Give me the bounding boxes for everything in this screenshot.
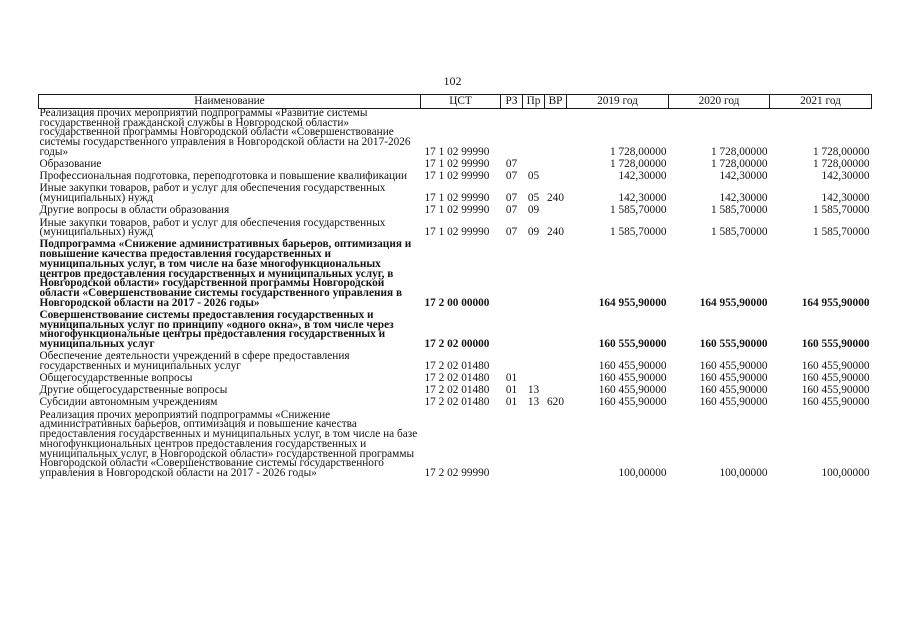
cell-2019: 142,30000 bbox=[618, 192, 667, 205]
table-row bbox=[39, 311, 872, 352]
cell-2020: 160 455,90000 bbox=[699, 384, 768, 397]
cell-cst: 17 1 02 99990 bbox=[424, 204, 490, 217]
cell-2019: 164 955,90000 bbox=[598, 296, 667, 309]
cell-vr bbox=[545, 352, 567, 374]
cell-2020: 1 585,70000 bbox=[711, 204, 768, 217]
cell-cst: 17 2 02 00000 bbox=[424, 337, 490, 350]
cell-pr: 05 bbox=[527, 170, 540, 183]
cell-rz: 07 bbox=[505, 204, 518, 217]
cell-vr: 240 bbox=[547, 192, 564, 205]
header-2020: 2020 год bbox=[669, 95, 770, 109]
cell-2019: 1 585,70000 bbox=[610, 204, 667, 217]
cell-vr bbox=[545, 311, 567, 352]
cell-pr: 09 bbox=[527, 226, 540, 239]
cell-cst: 17 2 02 01480 bbox=[424, 372, 490, 385]
header-name: Наименование bbox=[39, 95, 421, 109]
cell-2020: 142,30000 bbox=[719, 170, 768, 183]
cell-2020: 160 455,90000 bbox=[699, 359, 768, 372]
cell-2019: 1 728,00000 bbox=[610, 145, 667, 158]
header-vr: ВР bbox=[545, 95, 567, 109]
cell-name: Совершенствование системы предоставления государственных и муниципальных услуг по принципу «одного окна», в том числе через многофункциональные центры предоставления государственных и муниципальных услуг bbox=[39, 308, 394, 350]
cell-rz bbox=[501, 311, 523, 352]
cell-2019: 160 455,90000 bbox=[598, 372, 667, 385]
cell-name: Иные закупки товаров, работ и услуг для обеспечения государственных (муниципальных) нужд bbox=[39, 216, 386, 239]
cell-2019: 142,30000 bbox=[618, 170, 667, 183]
header-cst: ЦСТ bbox=[421, 95, 501, 109]
cell-2020: 100,00000 bbox=[719, 466, 768, 479]
cell-rz: 01 bbox=[505, 396, 518, 409]
cell-2020: 142,30000 bbox=[719, 192, 768, 205]
cell-name: Образование bbox=[39, 158, 102, 171]
cell-rz bbox=[501, 352, 523, 374]
cell-vr: 620 bbox=[547, 396, 564, 409]
table-row bbox=[39, 411, 872, 481]
cell-vr bbox=[545, 411, 567, 481]
cell-name: Субсидии автономным учреждениям bbox=[39, 396, 218, 409]
page-number: 102 bbox=[443, 74, 462, 88]
cell-cst: 17 1 02 99990 bbox=[424, 226, 490, 239]
cell-vr bbox=[545, 109, 567, 161]
header-2019: 2019 год bbox=[567, 95, 669, 109]
cell-2020: 164 955,90000 bbox=[699, 296, 768, 309]
cell-2021: 1 728,00000 bbox=[813, 158, 870, 171]
cell-rz bbox=[501, 411, 523, 481]
budget-table bbox=[38, 94, 872, 481]
cell-2019: 160 455,90000 bbox=[598, 359, 667, 372]
cell-2021: 160 455,90000 bbox=[801, 372, 870, 385]
cell-pr bbox=[523, 411, 545, 481]
cell-rz: 07 bbox=[505, 170, 518, 183]
cell-cst: 17 1 02 99990 bbox=[424, 158, 490, 171]
table-row bbox=[39, 109, 872, 161]
cell-2020: 1 728,00000 bbox=[711, 158, 768, 171]
cell-cst: 17 1 02 99990 bbox=[424, 145, 490, 158]
cell-2019: 160 455,90000 bbox=[598, 384, 667, 397]
cell-rz bbox=[501, 109, 523, 161]
cell-vr bbox=[545, 160, 567, 172]
table-row bbox=[39, 352, 872, 374]
cell-rz: 01 bbox=[505, 384, 518, 397]
cell-2021: 142,30000 bbox=[821, 192, 870, 205]
cell-pr bbox=[523, 311, 545, 352]
cell-cst: 17 2 02 99990 bbox=[424, 466, 490, 479]
cell-vr: 240 bbox=[547, 226, 564, 239]
cell-cst: 17 1 02 99990 bbox=[424, 170, 490, 183]
cell-2019: 160 455,90000 bbox=[598, 396, 667, 409]
cell-2021: 160 555,90000 bbox=[801, 337, 870, 350]
cell-2020: 1 585,70000 bbox=[711, 226, 768, 239]
cell-name: Общегосударственные вопросы bbox=[39, 372, 193, 385]
header-rz: РЗ bbox=[501, 95, 523, 109]
cell-2020: 160 455,90000 bbox=[699, 396, 768, 409]
cell-cst: 17 2 02 01480 bbox=[424, 359, 490, 372]
cell-name: Другие общегосударственные вопросы bbox=[39, 384, 228, 397]
cell-2019: 1 728,00000 bbox=[610, 158, 667, 171]
cell-pr: 13 bbox=[527, 396, 540, 409]
cell-pr bbox=[523, 109, 545, 161]
cell-2019: 1 585,70000 bbox=[610, 226, 667, 239]
cell-2019: 100,00000 bbox=[618, 466, 667, 479]
table-row bbox=[39, 184, 872, 206]
cell-name: Обеспечение деятельности учреждений в сфере предоставления государственных и муниципальных услуг bbox=[39, 350, 350, 372]
table-row bbox=[39, 219, 872, 241]
cell-2021: 100,00000 bbox=[821, 466, 870, 479]
cell-pr: 05 bbox=[527, 192, 540, 205]
cell-2020: 1 728,00000 bbox=[711, 145, 768, 158]
cell-2021: 160 455,90000 bbox=[801, 359, 870, 372]
header-pr: Пр bbox=[523, 95, 545, 109]
cell-2019: 160 555,90000 bbox=[598, 337, 667, 350]
cell-rz: 07 bbox=[505, 226, 518, 239]
cell-name: Профессиональная подготовка, переподготовка и повышение квалификации bbox=[39, 170, 408, 183]
cell-cst: 17 2 00 00000 bbox=[424, 296, 490, 309]
cell-2020: 160 455,90000 bbox=[699, 372, 768, 385]
cell-2021: 160 455,90000 bbox=[801, 396, 870, 409]
cell-vr bbox=[545, 240, 567, 310]
cell-pr bbox=[523, 352, 545, 374]
cell-vr bbox=[545, 374, 567, 386]
cell-2020: 160 555,90000 bbox=[699, 337, 768, 350]
cell-pr bbox=[523, 240, 545, 310]
cell-cst: 17 2 02 01480 bbox=[424, 396, 490, 409]
cell-pr: 13 bbox=[527, 384, 540, 397]
cell-rz: 01 bbox=[505, 372, 518, 385]
cell-2021: 1 585,70000 bbox=[813, 204, 870, 217]
cell-vr bbox=[545, 172, 567, 184]
cell-rz bbox=[501, 240, 523, 310]
cell-2021: 1 728,00000 bbox=[813, 145, 870, 158]
header-2021: 2021 год bbox=[770, 95, 872, 109]
cell-2021: 142,30000 bbox=[821, 170, 870, 183]
cell-name: Подпрограмма «Снижение административных барьеров, оптимизация и повышение качества предоставления государственных и муниципальных услуг, в том числе на базе многофункциональных центров предоставления государственных и муниципальных услуг, в Новгородской области» государственной программы Новгородской области «Совершенствование системы государственного управления в Новгородской области на 2017 - 2026 годы» bbox=[39, 238, 412, 309]
cell-name: Другие вопросы в области образования bbox=[39, 204, 230, 217]
cell-2021: 1 585,70000 bbox=[813, 226, 870, 239]
cell-2021: 164 955,90000 bbox=[801, 296, 870, 309]
cell-rz: 07 bbox=[505, 192, 518, 205]
cell-vr bbox=[545, 206, 567, 218]
cell-2021: 160 455,90000 bbox=[801, 384, 870, 397]
cell-cst: 17 1 02 99990 bbox=[424, 192, 490, 205]
cell-name: Иные закупки товаров, работ и услуг для обеспечения государственных (муниципальных) нужд bbox=[39, 182, 386, 205]
table-row bbox=[39, 240, 872, 310]
cell-rz: 07 bbox=[505, 158, 518, 171]
cell-cst: 17 2 02 01480 bbox=[424, 384, 490, 397]
cell-pr: 09 bbox=[527, 204, 540, 217]
cell-name: Реализация прочих мероприятий подпрограммы «Развитие системы государственной гражданской службы в Новгородской области» государственной программы Новгородской области «Совершенствование системы государственного управления в Новгородской области на 2017-2026 годы» bbox=[39, 107, 411, 158]
cell-name: Реализация прочих мероприятий подпрограммы «Снижение административных барьеров, оптимизация и повышение качества предоставления государственных и муниципальных услуг, в том числе на базе многофункциональных центров предоставления государственных и муниципальных услуг, в Новгородской области» государственной программы Новгородской области «Совершенствование системы государственного управления в Новгородской области на 2017 - 2026 годы» bbox=[39, 408, 418, 479]
